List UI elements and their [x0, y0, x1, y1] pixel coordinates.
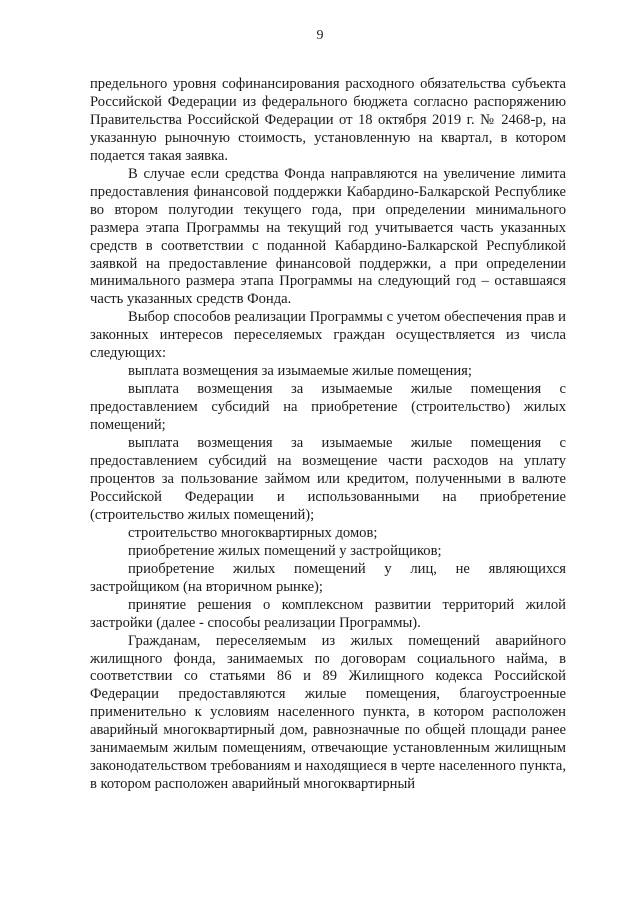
list-item-compensation: выплата возмещения за изымаемые жилые помещения;	[128, 363, 472, 380]
list-item-compensation-subsidy-purchase: выплата возмещения за изымаемые жилые помещения с предоставлением субсидий на приобретение (строительство) жилых помещений;	[90, 381, 566, 434]
page-number: 9	[316, 28, 324, 43]
paragraph-continuation: предельного уровня софинансирования расходного обязательства субъекта Российской Федерации из федерального бюджета согласно распоряжению Правительства Российской Федерации от 18 октября 2019 г. № 2468-р, на указанную рыночную стоимость, установленную на квартал, в котором подается такая заявка.	[90, 76, 566, 164]
paragraph-social-tenancy: Гражданам, переселяемым из жилых помещений аварийного жилищного фонда, занимаемых по договорам социального найма, в соответствии со статьями 86 и 89 Жилищного кодекса Российской Федерации предоставляются жилые помещения, благоустроенные применительно к условиям населенного пункта, в котором расположен аварийный многоквартирный дом, равнозначные по общей площади ранее занимаемым жилым помещениям, отвечающие установленным жилищным законодательством требованиям и находящиеся в черте населенного пункта, в котором расположен аварийный многоквартирный	[90, 632, 566, 793]
list-item-complex-development: принятие решения о комплексном развитии территорий жилой застройки (далее - способы реализации Программы).	[90, 596, 566, 631]
paragraph-fund-limit: В случае если средства Фонда направляются на увеличение лимита предоставления финансовой поддержки Кабардино-Балкарской Республике во втором полугодии текущего года, при определении минимального размера этапа Программы на текущий год учитывается часть указанных средств в соответствии с поданной Кабардино-Балкарской Республикой заявкой на предоставление финансовой поддержки, а при определении минимального размера этапа Программы на следующий год – оставшаяся часть указанных средств Фонда.	[90, 165, 566, 308]
list-item-purchase-secondary: приобретение жилых помещений у лиц, не являющихся застройщиком (на вторичном рынке);	[90, 560, 566, 595]
list-item-purchase-developers: приобретение жилых помещений у застройщиков;	[128, 542, 442, 559]
list-item-compensation-subsidy-interest: выплата возмещения за изымаемые жилые помещения с предоставлением субсидий на возмещение части расходов на уплату процентов за пользование займом или кредитом, полученными в валюте Российской Федерации и использованными на приобретение (строительство жилых помещений);	[90, 435, 566, 523]
document-body	[90, 76, 566, 794]
list-item-construction: строительство многоквартирных домов;	[128, 524, 378, 541]
paragraph-methods-intro: Выбор способов реализации Программы с учетом обеспечения прав и законных интересов переселяемых граждан осуществляется из числа следующих:	[90, 309, 566, 362]
